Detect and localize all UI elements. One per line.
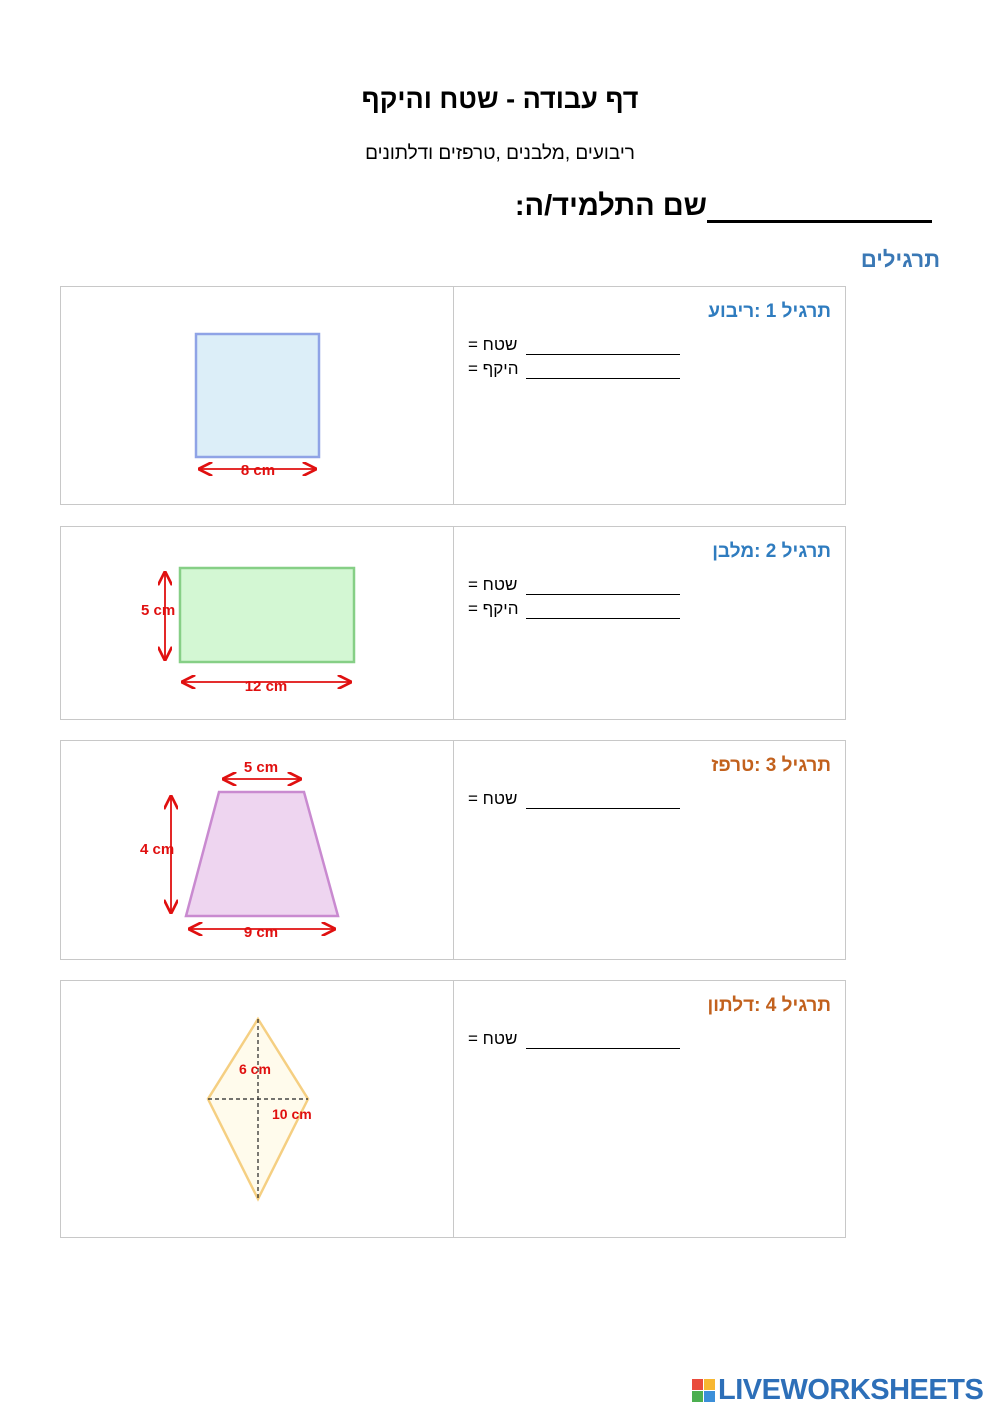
liveworksheets-logo[interactable] xyxy=(692,1374,983,1407)
section-heading: תרגילים xyxy=(860,247,940,272)
kite-figure xyxy=(61,981,454,1237)
exercise-1-area-blank[interactable] xyxy=(526,338,680,355)
exercise-2-text xyxy=(454,527,845,719)
liveworksheets-logo-text: LIVEWORKSHEETS xyxy=(718,1374,984,1406)
student-name-field[interactable] xyxy=(707,188,932,223)
exercise-4-title: תרגיל 4 :דלתון xyxy=(707,995,831,1016)
exercise-2-area-row xyxy=(468,575,680,595)
trapezoid-bottom-label: 9 cm xyxy=(243,924,279,941)
exercise-4-text xyxy=(454,981,845,1237)
exercise-2-card xyxy=(60,526,846,720)
square-shape xyxy=(196,334,319,457)
exercise-3-area-row xyxy=(468,789,680,809)
exercise-1-card xyxy=(60,286,846,505)
rectangle-shape xyxy=(180,568,354,662)
exercise-2-figure xyxy=(61,527,454,719)
rectangle-width-label: 12 cm xyxy=(244,678,288,695)
student-name-label: שם התלמיד/ה: xyxy=(514,190,707,222)
exercise-2-perimeter-label: = היקף xyxy=(468,599,519,618)
rectangle-height-label: 5 cm xyxy=(141,602,176,619)
exercise-3-area-blank[interactable] xyxy=(526,792,680,809)
exercise-2-perimeter-blank[interactable] xyxy=(526,602,680,619)
exercise-4-area-label: = שטח xyxy=(468,1029,518,1048)
trapezoid-height-label: 4 cm xyxy=(140,841,175,858)
exercise-3-card xyxy=(60,740,846,960)
trapezoid-shape xyxy=(186,792,338,916)
exercise-4-card xyxy=(60,980,846,1238)
exercise-2-area-label: = שטח xyxy=(468,575,518,594)
exercise-1-perimeter-blank[interactable] xyxy=(526,362,680,379)
exercise-3-title: תרגיל 3 :טרפז xyxy=(711,755,831,776)
exercise-4-figure xyxy=(61,981,454,1237)
trapezoid-figure xyxy=(61,741,454,959)
exercise-3-text xyxy=(454,741,845,959)
exercise-2-perimeter-row xyxy=(468,599,680,619)
kite-d1-label: 6 cm xyxy=(239,1061,271,1077)
trapezoid-top-label: 5 cm xyxy=(243,759,279,776)
exercise-4-area-row xyxy=(468,1029,680,1049)
exercise-3-figure xyxy=(61,741,454,959)
square-side-label: 8 cm xyxy=(240,462,276,479)
exercise-4-area-blank[interactable] xyxy=(526,1032,680,1049)
exercise-1-perimeter-row xyxy=(468,359,680,379)
kite-d2-label: 10 cm xyxy=(272,1106,312,1122)
page-title: דף עבודה - שטח והיקף xyxy=(361,84,639,114)
student-name-row xyxy=(515,188,940,223)
exercise-1-text xyxy=(454,287,845,504)
rectangle-figure xyxy=(61,527,454,719)
exercise-2-area-blank[interactable] xyxy=(526,578,680,595)
exercise-1-perimeter-label: = היקף xyxy=(468,359,519,378)
square-figure xyxy=(61,287,454,504)
page-subtitle: ריבועים ,מלבנים ,טרפזים ודלתונים xyxy=(365,143,635,164)
exercise-1-title: תרגיל 1 :ריבוע xyxy=(708,301,831,322)
exercise-3-area-label: = שטח xyxy=(468,789,518,808)
exercise-1-area-row xyxy=(468,335,680,355)
exercise-2-title: תרגיל 2 :מלבן xyxy=(712,541,831,562)
liveworksheets-logo-icon xyxy=(692,1379,716,1403)
exercise-1-figure xyxy=(61,287,454,504)
exercise-1-area-label: = שטח xyxy=(468,335,518,354)
